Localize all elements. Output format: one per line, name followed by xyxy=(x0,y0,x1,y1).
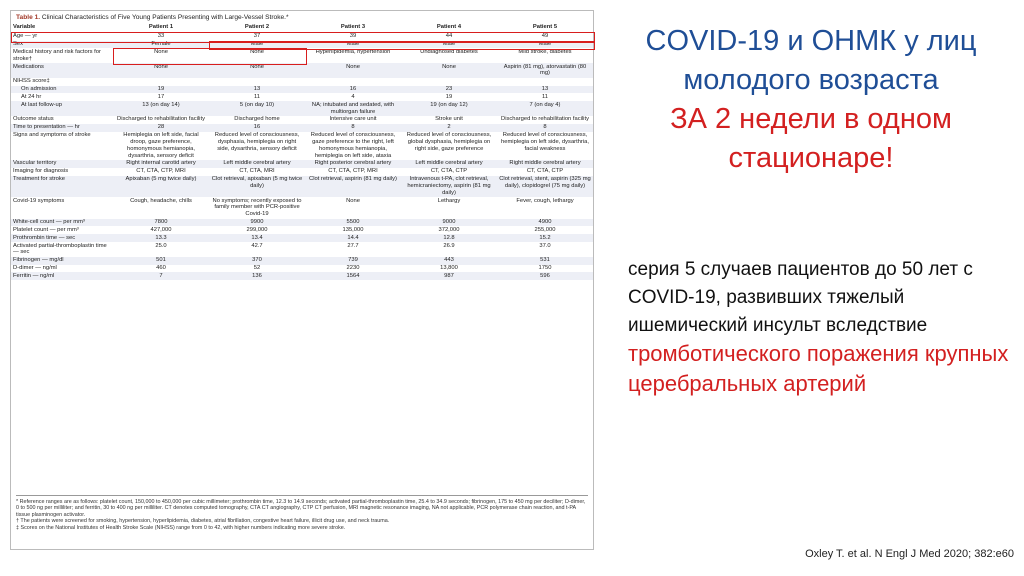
table-cell-patient-4: 44 xyxy=(445,33,453,40)
row-label: At last follow-up xyxy=(11,101,113,116)
table-cell-patient-1: 19 xyxy=(113,86,209,94)
footnote-reference-ranges: * Reference ranges are as follows: platelet count, 150,000 to 450,000 per cubic millimeter; prothrombin time, 12.3 to 14.9 seconds; activated partial-thromboplastin time, 25.4 to 34.9 seconds; fibrinogen, 175 to 450 mg per deciliter; D-dimer, 0 to 500 ng per milliliter; and ferritin, 30 to 400 ng per milliliter. CT denotes computed tomography, CTA CT angiography, CTP CT perfusion, MRI magnetic resonance imaging, NA not applicable, PCR polymerase chain reaction, and t-PA tissue plasminogen activator. xyxy=(16,499,586,518)
header-patient-3: Patient 3 xyxy=(305,23,401,32)
table-cell-patient-1: 13.3 xyxy=(113,234,209,242)
table-cell-patient-5: 11 xyxy=(541,93,549,100)
header-patient-1: Patient 1 xyxy=(113,23,209,32)
table-row xyxy=(11,116,593,124)
row-label: On admission xyxy=(11,86,113,94)
table-cell-patient-1: Discharged to rehabilitation facility xyxy=(117,116,205,123)
footnote-screening: † The patients were screened for smoking, hypertension, hyperlipidemia, diabetes, atrial fibrillation, congestive heart failure, illicit drug use, and neck trauma. xyxy=(16,518,390,525)
table-cell-patient-3: Male xyxy=(305,41,401,49)
table-cell-patient-3: 1564 xyxy=(305,272,401,280)
description-text: серия 5 случаев пациентов до 50 лет с COVID-19, развивших тяжелый ишемический инсульт вследствие xyxy=(628,259,973,336)
table-cell-patient-4: Stroke unit xyxy=(435,116,463,123)
table-cell-patient-5: Reduced level of consciousness, hemiplegia on left side, dysarthria, facial weakness xyxy=(501,132,589,152)
row-label: Platelet count — per mm³ xyxy=(13,226,79,233)
table-cell-patient-2: 52 xyxy=(253,265,261,271)
table-footnotes xyxy=(16,495,588,531)
citation: Oxley T. et al. N Engl J Med 2020; 382:e60 xyxy=(805,548,1014,560)
table-cell-patient-1: 17 xyxy=(157,93,165,100)
table-row xyxy=(11,86,593,94)
table-body xyxy=(11,32,593,280)
header-variable: Variable xyxy=(11,23,113,32)
table-cell-patient-3: 8 xyxy=(305,124,401,132)
table-row xyxy=(11,63,593,78)
slide-title-line-4: стационаре! xyxy=(728,142,894,174)
table-cell-patient-4: 9000 xyxy=(401,219,497,227)
table-cell-patient-4: Male xyxy=(401,41,497,49)
row-label: D-dimer — ng/ml xyxy=(13,265,57,271)
table-cell-patient-4: 19 xyxy=(445,93,453,100)
table-cell-patient-3: Hyperlipidemia, hypertension xyxy=(315,48,391,55)
table-cell-patient-5: 37.0 xyxy=(539,242,551,249)
table-cell-patient-2: 5 (on day 10) xyxy=(209,101,305,116)
table-cell-patient-3: Reduced level of consciousness, gaze preference to the right, left homonymous hemianopia, hemiplegia on left side, ataxia xyxy=(310,132,396,159)
table-cell-patient-2 xyxy=(209,78,305,86)
table-row xyxy=(11,78,593,86)
row-label: Signs and symptoms of stroke xyxy=(13,132,91,139)
table-cell-patient-3: 39 xyxy=(349,33,357,40)
clinical-table-figure xyxy=(10,10,594,550)
table-cell-patient-4: 19 (on day 12) xyxy=(401,101,497,116)
table-cell-patient-5: Aspirin (81 mg), atorvastatin (80 mg) xyxy=(497,63,593,78)
table-cell-patient-2: Reduced level of consciousness, dysphasia, hemiplegia on right side, dysarthria, sensory deficit xyxy=(214,132,300,152)
slide-title-line-2: молодого возраста xyxy=(683,64,939,96)
table-row xyxy=(11,265,593,273)
table-cell-patient-3: 14.4 xyxy=(305,234,401,242)
table-cell-patient-1: 13 (on day 14) xyxy=(113,101,209,116)
row-label: Covid-19 symptoms xyxy=(13,197,65,204)
table-cell-patient-1 xyxy=(113,78,209,86)
table-row xyxy=(11,48,593,63)
table-cell-patient-1: 427,000 xyxy=(150,226,172,233)
table-cell-patient-3: 4 xyxy=(351,93,355,100)
row-label: Vascular territory xyxy=(11,160,113,168)
header-patient-5: Patient 5 xyxy=(497,23,593,32)
table-cell-patient-4: 987 xyxy=(401,272,497,280)
table-cell-patient-3: Clot retrieval, aspirin (81 mg daily) xyxy=(305,176,401,197)
table-cell-patient-2: None xyxy=(209,63,305,78)
table-cell-patient-5: Male xyxy=(497,41,593,49)
table-caption-text: Clinical Characteristics of Five Young Patients Presenting with Large-Vessel Stroke.* xyxy=(41,14,289,21)
table-row xyxy=(11,234,593,242)
table-cell-patient-4: Intravenous t-PA, clot retrieval, hemicraniectomy, aspirin (81 mg daily) xyxy=(401,176,497,197)
table-cell-patient-2: 13 xyxy=(209,86,305,94)
clinical-table xyxy=(11,23,593,280)
slide-title-line-1: COVID-19 и ОНМК у лиц xyxy=(645,25,977,57)
table-cell-patient-4 xyxy=(401,78,497,86)
table-cell-patient-5: 255,000 xyxy=(534,226,556,233)
header-patient-2: Patient 2 xyxy=(209,23,305,32)
table-cell-patient-2: 16 xyxy=(209,124,305,132)
table-cell-patient-4: CT, CTA, CTP xyxy=(430,168,468,175)
table-row xyxy=(11,101,593,116)
row-label: Ferritin — ng/ml xyxy=(11,272,113,280)
table-cell-patient-4: 23 xyxy=(401,86,497,94)
row-label: Sex xyxy=(11,41,113,49)
table-cell-patient-4: 13,800 xyxy=(440,265,458,271)
row-label: Outcome status xyxy=(13,116,54,123)
table-cell-patient-1: 25.0 xyxy=(155,242,167,249)
table-caption xyxy=(11,11,593,23)
table-cell-patient-3: None xyxy=(346,197,360,204)
table-cell-patient-2: 42.7 xyxy=(251,242,263,249)
table-row xyxy=(11,93,593,101)
row-label: Imaging for diagnosis xyxy=(13,168,69,175)
table-row xyxy=(11,242,593,257)
table-caption-label: Table 1. xyxy=(16,14,41,21)
table-cell-patient-2: Discharged home xyxy=(234,116,280,123)
row-label: White-cell count — per mm³ xyxy=(11,219,113,227)
table-cell-patient-1: 7 xyxy=(113,272,209,280)
table-row xyxy=(11,168,593,176)
table-cell-patient-3: 135,000 xyxy=(342,226,364,233)
table-cell-patient-4: 12.8 xyxy=(401,234,497,242)
table-cell-patient-2: No symptoms; recently exposed to family member with PCR-positive Covid-19 xyxy=(212,197,302,218)
header-patient-4: Patient 4 xyxy=(401,23,497,32)
table-cell-patient-5: 596 xyxy=(497,272,593,280)
table-cell-patient-5: 1750 xyxy=(538,265,552,271)
table-cell-patient-1: Apixaban (5 mg twice daily) xyxy=(113,176,209,197)
table-cell-patient-3: CT, CTA, CTP, MRI xyxy=(328,168,378,175)
table-cell-patient-1: 501 xyxy=(113,257,209,265)
row-label: NIHSS score‡ xyxy=(13,78,50,85)
table-cell-patient-5 xyxy=(497,78,593,86)
table-cell-patient-5: 8 xyxy=(497,124,593,132)
table-cell-patient-4: Undiagnosed diabetes xyxy=(420,48,478,55)
table-cell-patient-5: 15.2 xyxy=(497,234,593,242)
table-cell-patient-2: Male xyxy=(209,41,305,49)
row-label: Medical history and risk factors for stroke† xyxy=(13,48,101,62)
table-cell-patient-1: 33 xyxy=(157,33,165,40)
table-cell-patient-4: 2 xyxy=(401,124,497,132)
table-row xyxy=(11,197,593,218)
table-cell-patient-1: Female xyxy=(113,41,209,49)
row-label: Age — yr xyxy=(13,33,38,40)
table-cell-patient-5: 7 (on day 4) xyxy=(497,101,593,116)
table-cell-patient-3: Intensive care unit xyxy=(329,116,377,123)
table-row xyxy=(11,176,593,197)
table-cell-patient-2: 37 xyxy=(253,33,261,40)
row-label: Time to presentation — hr xyxy=(11,124,113,132)
table-row xyxy=(11,32,593,40)
table-cell-patient-3: 16 xyxy=(305,86,401,94)
footnote-nihss: ‡ Scores on the National Institutes of Health Stroke Scale (NIHSS) range from 0 to 42, with higher numbers indicating more severe stroke. xyxy=(16,524,346,531)
table-cell-patient-2: 136 xyxy=(209,272,305,280)
row-label: Prothrombin time — sec xyxy=(11,234,113,242)
table-cell-patient-4: Reduced level of consciousness, global dysphasia, hemiplegia on right side, gaze preference xyxy=(406,132,492,152)
table-cell-patient-2: None xyxy=(250,48,264,55)
table-row xyxy=(11,272,593,280)
table-row xyxy=(11,41,593,49)
table-cell-patient-3: None xyxy=(305,63,401,78)
row-label: Activated partial-thromboplastin time — sec xyxy=(13,242,107,256)
table-cell-patient-4: 372,000 xyxy=(438,226,460,233)
slide-title-line-3: ЗА 2 недели в одном xyxy=(670,103,952,135)
row-label: At 24 hr xyxy=(21,93,42,100)
table-cell-patient-5: 49 xyxy=(541,33,549,40)
table-cell-patient-4: 443 xyxy=(401,257,497,265)
table-cell-patient-4: 26.9 xyxy=(443,242,455,249)
table-cell-patient-5: 13 xyxy=(497,86,593,94)
table-cell-patient-2: 9900 xyxy=(209,219,305,227)
table-cell-patient-5: 531 xyxy=(497,257,593,265)
table-cell-patient-3 xyxy=(305,78,401,86)
table-cell-patient-1: 28 xyxy=(113,124,209,132)
table-row xyxy=(11,257,593,265)
table-cell-patient-3: 27.7 xyxy=(347,242,359,249)
table-cell-patient-5: Clot retrieval, stent, aspirin (325 mg daily), clopidogrel (75 mg daily) xyxy=(497,176,593,197)
table-cell-patient-2: Left middle cerebral artery xyxy=(209,160,305,168)
table-cell-patient-1: Hemiplegia on left side, facial droop, gaze preference, homonymous hemianopia, dysarthria, sensory deficit xyxy=(123,132,199,159)
table-cell-patient-3: 739 xyxy=(305,257,401,265)
table-cell-patient-3: NA; intubated and sedated, with multiorgan failure xyxy=(305,101,401,116)
table-cell-patient-3: 2230 xyxy=(346,265,360,271)
table-cell-patient-2: 11 xyxy=(253,93,261,100)
description-highlight: тромботического поражения крупных церебральных артерий xyxy=(628,341,1009,396)
slide-description xyxy=(628,256,1010,400)
row-label: Treatment for stroke xyxy=(11,176,113,197)
table-cell-patient-5: CT, CTA, CTP xyxy=(526,168,564,175)
table-cell-patient-4: Left middle cerebral artery xyxy=(401,160,497,168)
table-row xyxy=(11,219,593,227)
table-cell-patient-5: Discharged to rehabilitation facility xyxy=(501,116,589,123)
row-label: Fibrinogen — mg/dl xyxy=(11,257,113,265)
table-cell-patient-3: 5500 xyxy=(305,219,401,227)
table-row xyxy=(11,160,593,168)
table-row xyxy=(11,226,593,234)
table-cell-patient-1: None xyxy=(113,63,209,78)
table-cell-patient-4: None xyxy=(401,63,497,78)
table-cell-patient-1: CT, CTA, CTP, MRI xyxy=(136,168,186,175)
table-cell-patient-5: Fever, cough, lethargy xyxy=(516,197,574,204)
table-cell-patient-1: Right internal carotid artery xyxy=(113,160,209,168)
table-cell-patient-1: None xyxy=(154,48,168,55)
table-cell-patient-5: Right middle cerebral artery xyxy=(497,160,593,168)
table-header-row xyxy=(11,23,593,32)
table-cell-patient-2: 370 xyxy=(209,257,305,265)
table-cell-patient-4: Lethargy xyxy=(437,197,461,204)
slide-title xyxy=(604,22,1018,178)
table-cell-patient-5: Mild stroke, diabetes xyxy=(518,48,572,55)
table-cell-patient-1: Cough, headache, chills xyxy=(130,197,192,204)
table-cell-patient-5: 4900 xyxy=(497,219,593,227)
table-cell-patient-2: 299,000 xyxy=(246,226,268,233)
table-cell-patient-3: Right posterior cerebral artery xyxy=(305,160,401,168)
table-cell-patient-1: 7800 xyxy=(113,219,209,227)
table-cell-patient-1: 460 xyxy=(156,265,166,271)
table-row xyxy=(11,124,593,132)
table-cell-patient-2: 13.4 xyxy=(209,234,305,242)
table-row xyxy=(11,132,593,160)
row-label: Medications xyxy=(11,63,113,78)
table-cell-patient-2: CT, CTA, MRI xyxy=(239,168,275,175)
table-cell-patient-2: Clot retrieval, apixaban (5 mg twice daily) xyxy=(209,176,305,197)
